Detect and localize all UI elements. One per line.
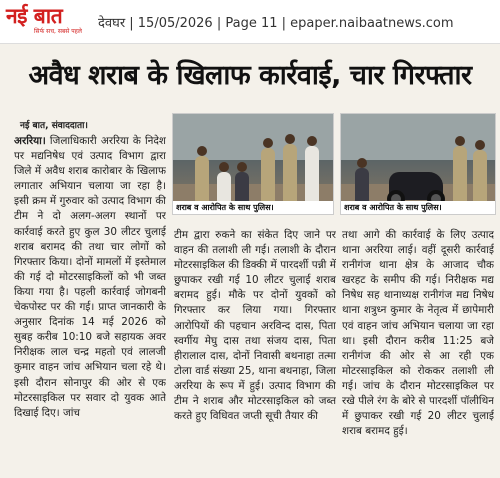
police-officer-figure [283,144,297,206]
article-byline: नई बात, संवाददाता। [20,121,88,131]
police-officer-figure [473,150,487,206]
article-headline: अवैध शराब के खिलाफ कार्रवाई, चार गिरफ्तार [28,60,472,91]
photo-caption: शराब व आरोपित के साथ पुलिस। [341,201,495,214]
police-officer-figure [453,146,467,206]
article-column-2: टीम द्वारा रुकने का संकेत दिए जाने पर वाहन की तलाशी ली गई। तलाशी के दौरान मोटरसाइकिल की डिक्की में पारदर्शी पन्नी में छुपाकर रखी गई 10 लीटर चुलाई शराब बरामद हुई। मौके पर दोनों युवकों को गिरफ्तार कर लिया गया। गिरफ्तार आरोपियों की पहचान अरविन्द दास, पिता स्वर्गीय मेघु दास तथा संजय दास, पिता हीरालाल दास, दोनों निवासी बथनाहा तत्मा टोला वार्ड संख्या 25, थाना बथनाहा, जिला अररिया के रूप में हुई। उत्पाद विभाग की टीम ने शराब और मोटरसाइकिल को जब्त करते हुए विधिवत जप्ती सूची तैयार की [174,229,336,423]
logo-text: नई बात [6,4,63,28]
edition-info: देवघर | 15/05/2026 | Page 11 | epaper.naibaatnews.com [98,16,454,31]
dateline-place: अररिया। [14,135,46,147]
news-photo-1[interactable] [172,113,334,215]
article-column-3: तथा आगे की कार्रवाई के लिए उत्पाद थाना अररिया लाई। वहीं दूसरी कार्रवाई रानीगंज थाना क्षेत्र के आजाद चौक खरहट के समीप की गई। निरीक्षक मद्य निषेध सह थानाध्यक्ष रानीगंज मद्य निषेध थाना शत्रुध्न कुमार के नेतृत्व में छापेमारी एवं वाहन जांच अभियान चलाया जा रहा था। इसी दौरान करीब 11:25 बजे रानीगंज की ओर से आ रही एक मोटरसाइकिल को रोककर तलाशी ली गई। जांच के दौरान मोटरसाइकिल पर रखे पीले रंग के बोरे से पारदर्शी पॉलीथिन में छुपाकर रखी गई 20 लीटर चुलाई शराब बरामद हुई। [342,229,494,438]
police-officer-figure [305,146,319,206]
police-officer-figure [261,148,275,206]
article-column-1 [14,134,166,478]
masthead [0,0,500,44]
photo-caption: शराब व आरोपित के साथ पुलिस। [173,201,333,214]
logo-tagline: सिर्फ सच, सबसे पहले [34,28,82,35]
news-photo-2[interactable] [340,113,496,215]
newspaper-logo[interactable] [6,4,88,40]
column-1-text: जिलाधिकारी अररिया के निदेश पर मद्यनिषेध एवं उत्पाद विभाग द्वारा जिले में अवैध शराब कारोबार के खिलाफ लगातार अभियान चलाया जा रहा है। इसी क्रम में गुरुवार को उत्पाद विभाग की टीम ने दो अलग-अलग स्थानों पर कार्रवाई करते हुए कुल 30 लीटर चुलाई शराब बरामद की तथा चार लोगों को गिरफ्तार किया। दोनों मामलों में इस्तेमाल की गई दो मोटरसाइकिलों को भी जब्त किया गया है। पहली कार्रवाई जोगबनी चेकपोस्ट पर की गई। प्राप्त जानकारी के अनुसार दिनांक 14 मई 2026 को सुबह करीब 10:10 बजे सहायक अवर निरीक्षक लाल चन्द्र महतो एवं लालजी कुमार वाहन जांच अभियान चला रहे थे। इसी दौरान सोनापुर की ओर से एक मोटरसाइकिल पर सवार दो युवक आते दिखाई दिए। जांच [14,135,166,419]
police-officer-figure [195,156,209,206]
photo-background [341,114,495,160]
